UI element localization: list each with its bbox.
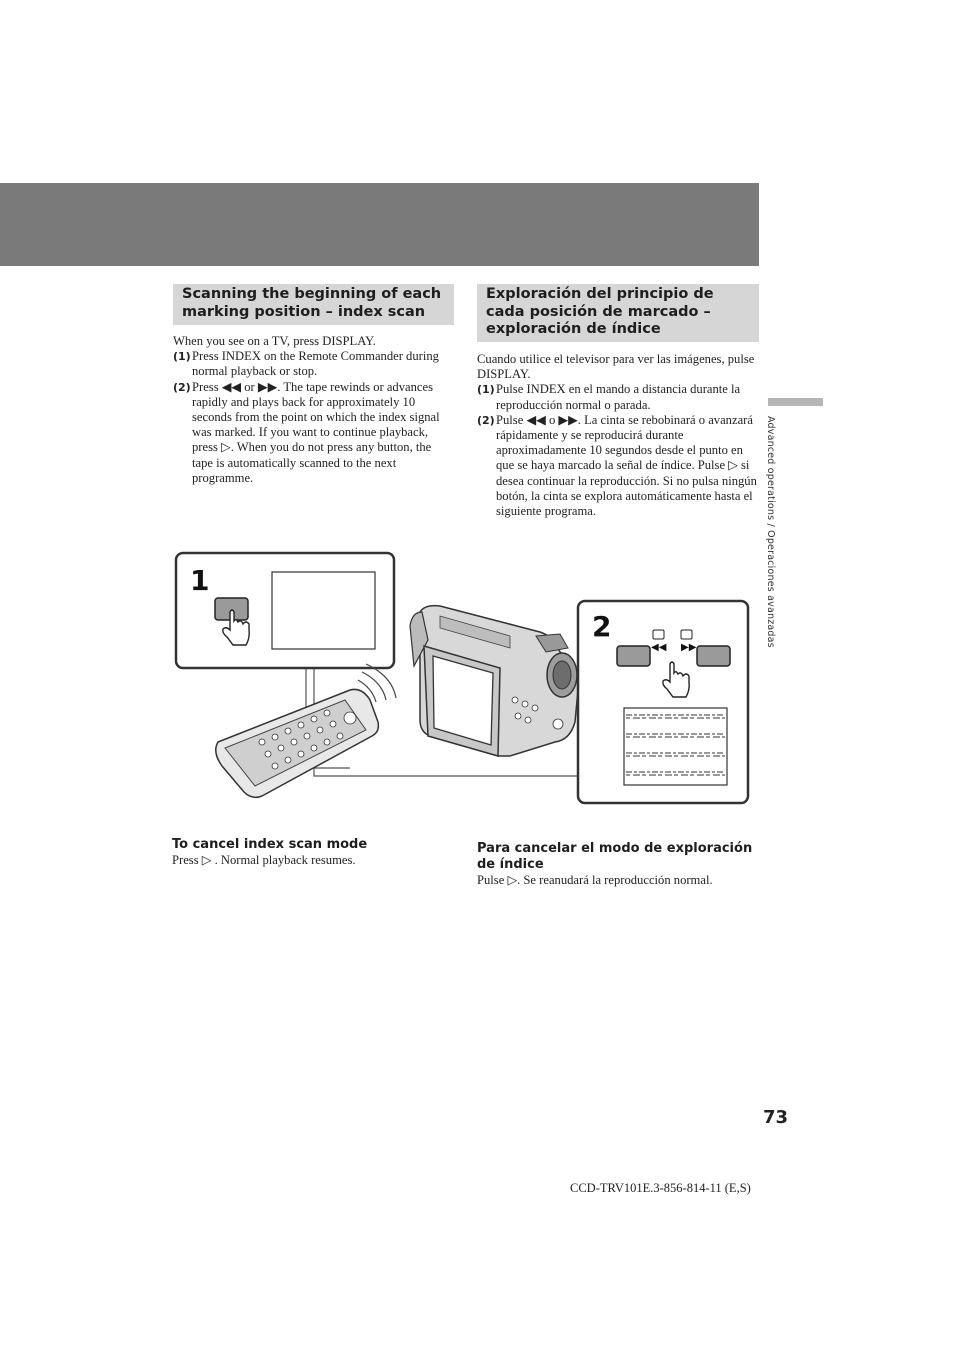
step2-number: 2 — [592, 610, 612, 643]
model-code: CCD-TRV101E.3-856-814-11 (E,S) — [570, 1181, 751, 1195]
cancel-text-es: Pulse ▷. Se reanudará la reproducción normal. — [477, 873, 713, 887]
heading-en: Scanning the beginning of each marking position – index scan — [173, 284, 454, 325]
tv-screen — [272, 572, 375, 649]
step-number: (1) — [477, 383, 495, 397]
step2-panel — [578, 601, 748, 803]
cancel-text-en: Press ▷ . Normal playback resumes. — [172, 853, 356, 867]
step-text: Pulse ◀◀ o ▶▶. La cinta se rebobinará o avanzará rápidamente y se reproducirá durante aproximadamente 10 segundos desde el punto en que se haya marcado la señal de índice. Pulse ▷ si desea continuar la reproducción. Si no pulsa ningún botón, la cinta se explora automáticamente hasta el siguiente programa. — [496, 412, 757, 519]
section-tab-label: Advanced operations / Operaciones avanzadas — [765, 416, 776, 648]
step1-number: 1 — [190, 564, 210, 597]
fast-forward-button — [697, 646, 730, 666]
step-text: Press ◀◀ or ▶▶. The tape rewinds or advances rapidly and plays back for approximately 10 seconds from the point on which the index signal was marked. If you want to continue playback, press ▷. When you do not press any button, the tape is automatically scanned to the next programme. — [192, 379, 440, 485]
intro-es: Cuando utilice el televisor para ver las imágenes, pulse DISPLAY. — [477, 352, 755, 382]
step-number: (2) — [173, 380, 191, 394]
step1-panel — [176, 553, 394, 668]
intro-en: When you see on a TV, press DISPLAY. — [173, 334, 376, 348]
fast-forward-icon: ▶▶ — [681, 642, 697, 653]
step-text: Press INDEX on the Remote Commander during normal playback or stop. — [192, 349, 439, 379]
camcorder — [410, 606, 578, 756]
cancel-heading-es: Para cancelar el modo de exploración de índice — [477, 841, 753, 872]
heading-es: Exploración del principio de cada posición de marcado – exploración de índice — [477, 284, 759, 342]
page-number: 73 — [763, 1107, 789, 1128]
rewind-button — [617, 646, 650, 666]
rewind-icon: ◀◀ — [651, 642, 667, 653]
step-text: Pulse INDEX en el mando a distancia durante la reproducción normal o parada. — [496, 382, 741, 412]
cancel-heading-en: To cancel index scan mode — [172, 837, 368, 852]
step-number: (2) — [477, 413, 495, 427]
step-number: (1) — [173, 350, 191, 364]
tape-scan-screen — [624, 708, 727, 785]
